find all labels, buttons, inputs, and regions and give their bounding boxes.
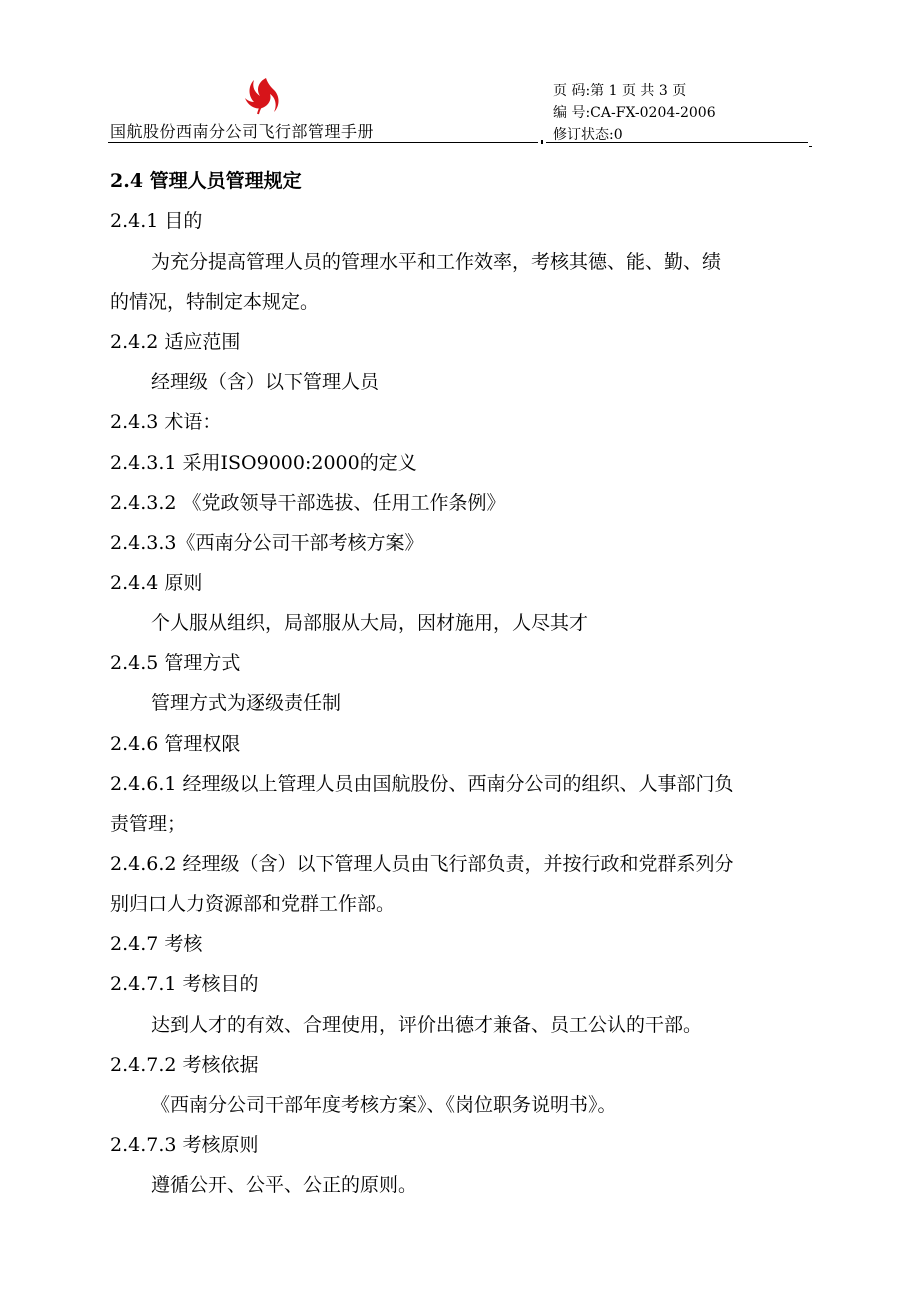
- air-china-phoenix-logo-icon: [244, 76, 280, 116]
- paragraph-241-line1: 为充分提高管理人员的管理水平和工作效率，考核其德、能、勤、绩: [151, 251, 722, 273]
- section-title: 2.4 管理人员管理规定: [110, 170, 302, 192]
- paragraph-244: 个人服从组织，局部服从大局，因材施用，人尽其才: [151, 612, 589, 634]
- paragraph-241-line2: 的情况，特制定本规定。: [110, 291, 320, 313]
- document-code-value: CA-FX-0204-2006: [590, 105, 716, 121]
- page-number-row: [553, 80, 716, 102]
- revision-status-row: [553, 124, 716, 146]
- revision-status-value: 0: [613, 127, 623, 143]
- item-2461-line1: 2.4.6.1 经理级以上管理人员由国航股份、西南分公司的组织、人事部门负: [110, 773, 734, 795]
- section-heading-244: 2.4.4 原则: [110, 572, 203, 594]
- item-2461-line2: 责管理；: [110, 813, 187, 835]
- paragraph-2472: 《西南分公司干部年度考核方案》、《岗位职务说明书》。: [151, 1094, 617, 1116]
- section-heading-246: 2.4.6 管理权限: [110, 733, 241, 755]
- section-heading-241: 2.4.1 目的: [110, 210, 203, 232]
- paragraph-2471: 达到人才的有效、合理使用，评价出德才兼备、员工公认的干部。: [151, 1014, 703, 1036]
- company-manual-title: 国航股份西南分公司飞行部管理手册: [110, 122, 375, 141]
- item-2433: 2.4.3.3《西南分公司干部考核方案》: [110, 532, 424, 554]
- page-number-value: 第 1 页 共 3 页: [590, 83, 687, 99]
- document-code-label: 编 号:: [553, 105, 591, 121]
- page-number-label: 页 码:: [553, 83, 591, 99]
- item-2432: 2.4.3.2 《党政领导干部选拔、任用工作条例》: [110, 492, 506, 514]
- section-heading-243: 2.4.3 术语：: [110, 411, 222, 433]
- item-2473: 2.4.7.3 考核原则: [110, 1134, 259, 1156]
- section-heading-242: 2.4.2 适应范围: [110, 331, 241, 353]
- revision-status-label: 修订状态:: [553, 127, 614, 143]
- paragraph-245: 管理方式为逐级责任制: [151, 692, 342, 714]
- item-2462-line2: 别归口人力资源部和党群工作部。: [110, 893, 396, 915]
- item-2471: 2.4.7.1 考核目的: [110, 973, 259, 995]
- document-meta: [553, 80, 716, 146]
- page-header: [0, 0, 920, 150]
- item-2472: 2.4.7.2 考核依据: [110, 1054, 259, 1076]
- item-2431: 2.4.3.1 采用ISO9000:2000的定义: [110, 452, 417, 474]
- header-rule-end: [809, 146, 812, 147]
- section-heading-247: 2.4.7 考核: [110, 933, 203, 955]
- section-heading-245: 2.4.5 管理方式: [110, 652, 241, 674]
- header-rule-separator: [541, 140, 543, 144]
- document-code-row: [553, 102, 716, 124]
- paragraph-242: 经理级（含）以下管理人员: [151, 371, 380, 393]
- paragraph-2473: 遵循公开、公平、公正的原则。: [151, 1174, 418, 1196]
- item-2462-line1: 2.4.6.2 经理级（含）以下管理人员由飞行部负责，并按行政和党群系列分: [110, 853, 734, 875]
- header-rule-left: [108, 142, 538, 143]
